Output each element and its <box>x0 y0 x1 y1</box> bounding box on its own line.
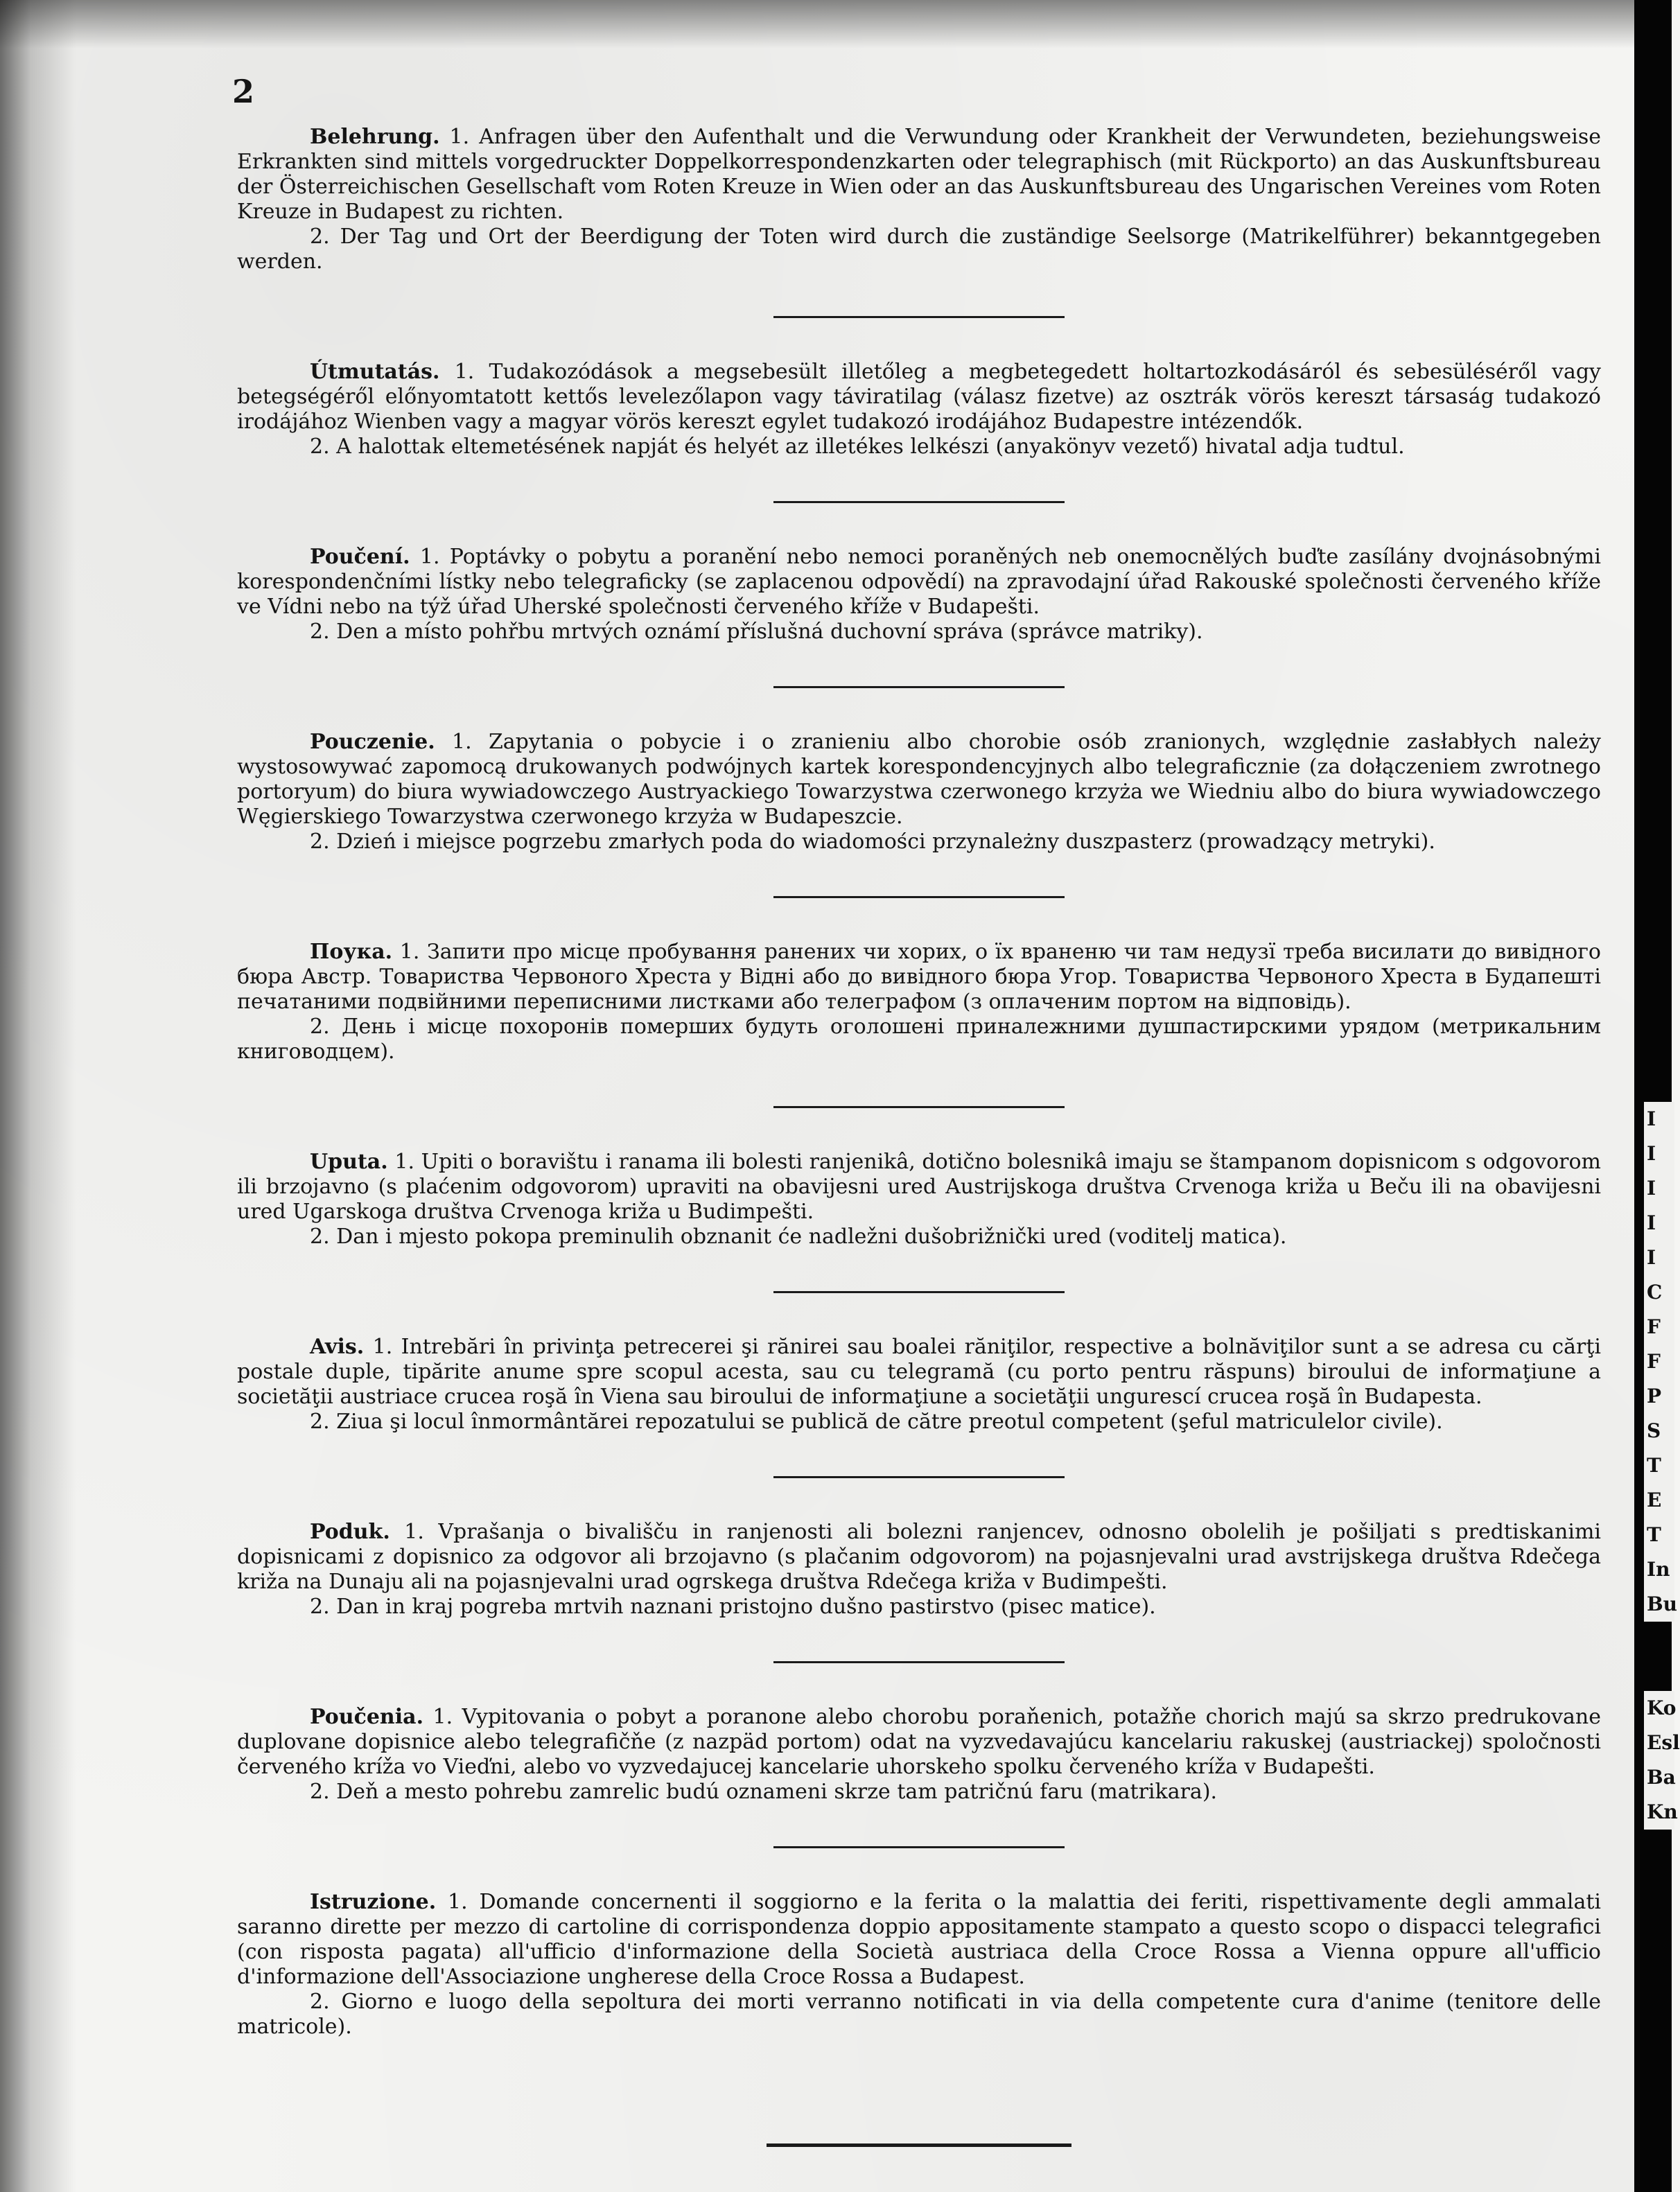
section-paragraph-2: 2. Dzień i miejsce pogrzebu zmarłych poda do wiadomości przynależny duszpasterz (prowadzący metryki). <box>310 830 1435 854</box>
adjacent-page-letter: T <box>1647 1454 1661 1477</box>
section-heading: Pouczenie. <box>310 730 435 754</box>
adjacent-page-letter: I <box>1647 1107 1656 1130</box>
adjacent-page-letter: Esl <box>1647 1731 1680 1754</box>
section-heading: Belehrung. <box>310 125 440 149</box>
section-heading: Поука. <box>310 940 393 964</box>
section-paragraph-1 <box>237 940 1601 1015</box>
section-divider <box>773 1661 1065 1663</box>
section-heading: Istruzione. <box>310 1890 437 1914</box>
adjacent-page-letter: F <box>1647 1315 1661 1338</box>
section-paragraph-2: 2. Dan in kraj pogreba mrtvih naznani pristojno dušno pastirstvo (pisec matice). <box>310 1595 1156 1619</box>
section-text-1: 1. Intrebări în privinţa petrecerei şi rănirei sau boalei răniţilor, respective a bolnăviţilor sunt a se adresa cu cărţi postale duple, tipărite anume spre scopul acesta, sau cu telegramă (cu porto pentru răspuns) biroului de informaţiune a societăţii austriace crucea roşă în Viena sau biroului de informaţiune a societăţii ungurescí crucea roşă în Budapesta. <box>237 1335 1601 1409</box>
section-german <box>237 125 1601 274</box>
section-italian <box>237 1890 1601 2040</box>
section-divider <box>773 686 1065 688</box>
section-text-1: 1. Poptávky o pobytu a poranění nebo nemoci poraněných neb onemocnělých buďte zasílány dvojnásobnými korespondenčními lístky nebo telegraficky (se zaplacenou odpovědí) na zpravodajní úřad Rakouské společnosti červeného kříže ve Vídni nebo na týž úřad Uherské společnosti červeného kříže v Budapešti. <box>237 545 1601 619</box>
section-paragraph-2: 2. A halottak eltemetésének napját és helyét az illetékes lelkészi (anyakönyv vezető) hivatal adja tudtul. <box>310 435 1405 459</box>
section-text-1: 1. Vprašanja o bivališču in ranjenosti ali bolezni ranjencev, odnosno obolelih je pošiljati s predtiskanimi dopisnicami z dopisnico za odgovor ali brzojavno (s plačanim odgovorom) na pojasnjevalni urad avstrijskega društva Rdečega križa na Dunaju ali na pojasnjevalni urad ogrskega društva Rdečega križa v Budimpešti. <box>237 1520 1601 1594</box>
section-paragraph-1 <box>237 545 1601 620</box>
adjacent-page-letter: In <box>1647 1558 1670 1581</box>
section-paragraph-1 <box>237 1705 1601 1780</box>
scan-left-shadow <box>0 0 76 2192</box>
adjacent-page-strip <box>1644 1102 1678 1622</box>
page-number: 2 <box>232 73 255 110</box>
section-divider <box>773 1476 1065 1478</box>
section-heading: Útmutatás. <box>310 360 440 384</box>
section-heading: Avis. <box>310 1335 365 1359</box>
section-czech <box>237 545 1601 645</box>
section-polish <box>237 730 1601 854</box>
section-divider <box>773 316 1065 318</box>
section-paragraph-1 <box>237 1335 1601 1410</box>
section-text-1: 1. Upiti o boravištu i ranama ili bolesti ranjenikâ, dotično bolesnikâ imaju se štampanom dopisnicom s odgovorom ili brzojavno (s plaćenim odgovorom) upraviti na obavijesni ured Austrijskoga društva Crvenoga križa u Beču ili na obavijesni ured Ugarskoga društva Crvenoga križa u Budimpešti. <box>237 1150 1601 1224</box>
section-paragraph-1 <box>237 125 1601 225</box>
scan-right-edge <box>1634 0 1680 2192</box>
section-croatian <box>237 1150 1601 1250</box>
adjacent-page-letter: I <box>1647 1211 1656 1234</box>
section-paragraph-2: 2. Ziua şi locul înmormântărei repozatului se publică de către preotul competent (şeful matriculelor civile). <box>310 1410 1443 1434</box>
scan-top-shadow <box>0 0 1672 49</box>
section-text-1: 1. Tudakozódások a megsebesült illetőleg a megbetegedett holtartozkodásáról és sebesüléséről vagy betegségéről előnyomtatott kettős levelezőlapon vagy táviratilag (válasz fizetve) az osztrák vörös kereszt társaság tudakozó irodájához Wienben vagy a magyar vörös kereszt egylet tudakozó irodájához Budapestre intézendők. <box>237 360 1601 434</box>
adjacent-page-letter: E <box>1647 1489 1662 1511</box>
section-paragraph-1 <box>237 1890 1601 1990</box>
section-paragraph-2: 2. Den a místo pohřbu mrtvých oznámí příslušná duchovní správa (správce matriky). <box>310 620 1203 644</box>
adjacent-page-letter: I <box>1647 1142 1656 1165</box>
adjacent-page-letter: Bu <box>1647 1593 1678 1615</box>
section-paragraph-2: 2. Deň a mesto pohrebu zamrelic budú oznameni skrze tam patričnú faru (matrikara). <box>310 1780 1218 1804</box>
section-text-1: 1. Zapytania o pobycie i o zranieniu albo chorobie osób zranionych, względnie zasłabłych należy wystosowywać zapomocą drukowanych podwójnych kartek korespondencyjnych albo telegraficznie (za dołączeniem zwrotnego portoryum) do biura wywiadowczego Austryackiego Towarzystwa czerwonego krzyża we Wiedniu albo do biura wywiadowczego Węgierskiego Towarzystwa czerwonego krzyża w Budapeszcie. <box>237 730 1601 829</box>
section-heading: Uputa. <box>310 1150 388 1174</box>
adjacent-page-letter: C <box>1647 1281 1663 1304</box>
section-heading: Poučenia. <box>310 1705 424 1729</box>
section-ukrainian <box>237 940 1601 1064</box>
adjacent-page-letter: Ba <box>1647 1766 1676 1789</box>
adjacent-page-letter: T <box>1647 1523 1661 1546</box>
section-divider <box>773 1846 1065 1848</box>
section-text-1: 1. Vypitovania o pobyt a poranone alebo chorobu poraňenich, potažňe chorich majú sa skrzo predrukovane duplovane dopisnice alebo telegrafičňe (z nazpäd portom) odat na vyzvedavajúcu kancelariu rakuskej (austriackej) spoločnosti červeného kríža vo Vieďni, alebo vo vyzvedajucej kancelarie uhorskeho spolku červeného kríža v Budapešti. <box>237 1705 1601 1779</box>
section-divider <box>773 1106 1065 1108</box>
section-divider <box>773 1291 1065 1293</box>
end-divider <box>767 2143 1071 2147</box>
section-slovak <box>237 1705 1601 1805</box>
section-paragraph-2: 2. День і місце похоронів померших будуть оголошені приналежними душпастирскими урядом (метрикальним книговодцем). <box>237 1015 1601 1064</box>
section-hungarian <box>237 360 1601 459</box>
adjacent-page-letter: Ko <box>1647 1696 1677 1719</box>
section-text-1: 1. Запити про місце пробування ранених чи хорих, о їх враненю чи там недузї треба висилати до вивідного бюра Австр. Товариства Червоного Хреста у Відні або до вивідного бюра Угор. Товариства Червоного Хреста в Будапешті печатаними подвійними переписними листками або телеграфом (з оплаченим портом на відповідь). <box>237 940 1601 1014</box>
section-divider <box>773 501 1065 503</box>
adjacent-page-letter: I <box>1647 1246 1656 1269</box>
section-paragraph-1 <box>237 360 1601 435</box>
section-paragraph-1 <box>237 730 1601 830</box>
section-text-1: 1. Domande concernenti il soggiorno e la ferita o la malattia dei feriti, rispettivamente degli ammalati saranno dirette per mezzo di cartoline di corrispondenza doppio appositamente stampato a questo scopo o dispacci telegrafici (con risposta pagata) all'ufficio d'informazione della Società austriaca della Croce Rossa a Vienna oppure all'ufficio d'informazione dell'Associazione ungherese della Croce Rossa a Budapest. <box>237 1890 1601 1989</box>
section-paragraph-2: 2. Dan i mjesto pokopa preminulih obznanit će nadležni dušobrižnički ured (voditelj matica). <box>310 1225 1287 1249</box>
adjacent-page-strip-lower <box>1644 1691 1680 1830</box>
section-heading: Poduk. <box>310 1520 390 1544</box>
section-romanian <box>237 1335 1601 1435</box>
section-heading: Poučení. <box>310 545 410 569</box>
adjacent-page-letter: Kn <box>1647 1800 1678 1823</box>
section-slovenian <box>237 1520 1601 1620</box>
adjacent-page-letter: P <box>1647 1385 1662 1408</box>
section-divider <box>773 896 1065 898</box>
section-text-1: 1. Anfragen über den Aufenthalt und die Verwundung oder Krankheit der Verwundeten, beziehungsweise Erkrankten sind mittels vorgedruckter Doppelkorrespondenzkarten oder telegraphisch (mit Rückporto) an das Auskunftsbureau der Österreichischen Gesellschaft vom Roten Kreuze in Wien oder an das Auskunftsbureau des Ungarischen Vereines vom Roten Kreuze in Budapest zu richten. <box>237 125 1601 224</box>
section-paragraph-2: 2. Giorno e luogo della sepoltura dei morti verranno notificati in via della competente cura d'anime (tenitore delle matricole). <box>237 1990 1601 2039</box>
section-paragraph-2: 2. Der Tag und Ort der Beerdigung der Toten wird durch die zuständige Seelsorge (Matrikelführer) bekanntgegeben werden. <box>237 225 1601 274</box>
adjacent-page-letter: F <box>1647 1350 1661 1373</box>
adjacent-page-letter: S <box>1647 1419 1661 1442</box>
document-content <box>237 125 1601 2189</box>
section-paragraph-1 <box>237 1150 1601 1225</box>
section-paragraph-1 <box>237 1520 1601 1595</box>
adjacent-page-letter: I <box>1647 1177 1656 1200</box>
